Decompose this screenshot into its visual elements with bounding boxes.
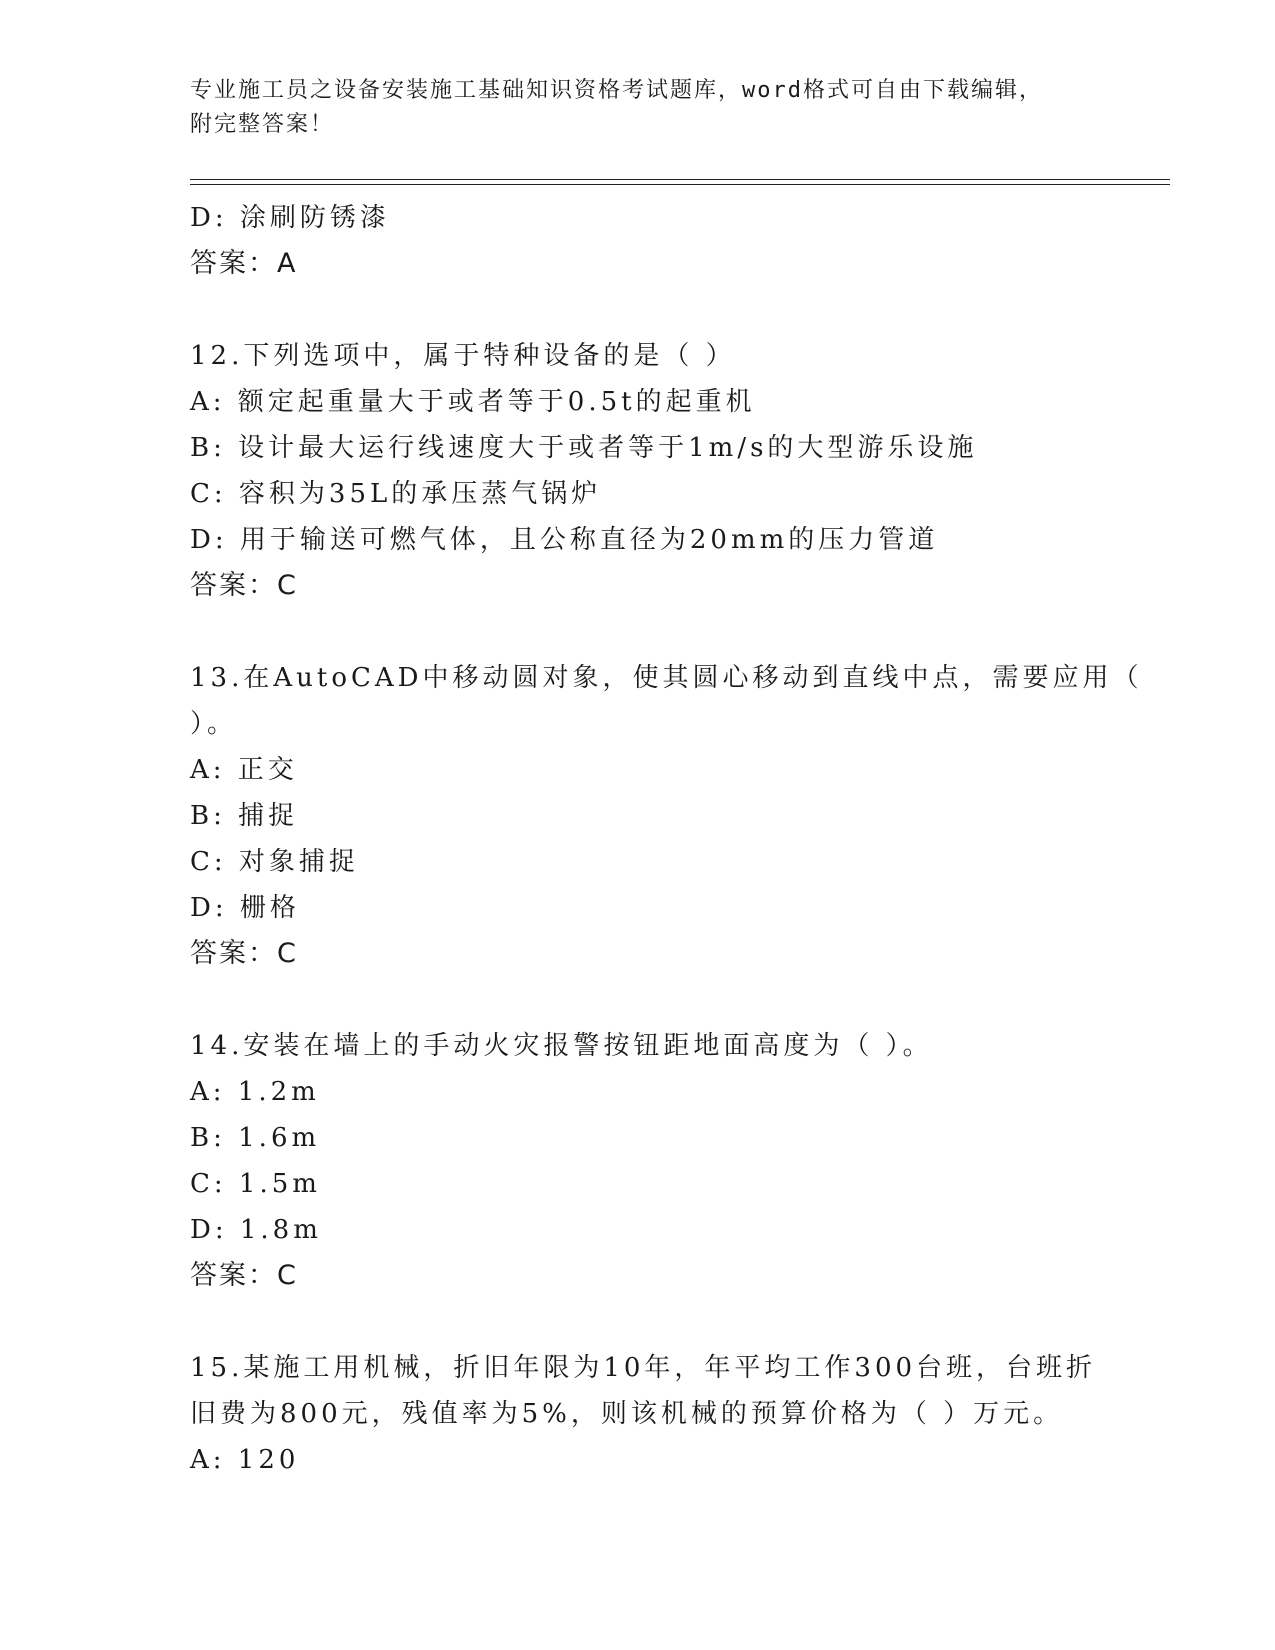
option-c: C: 对象捕捉 [190,847,359,877]
option-c: C: 1.5m [190,1169,321,1199]
question-list [190,195,1143,1483]
question-title: 14.安装在墙上的手动火灾报警按钮距地面高度为（ ）。 [190,1031,933,1061]
question-title-line-2: 旧费为800元，残值率为5%，则该机械的预算价格为（ ）万元。 [190,1399,1064,1429]
option-b: B: 设计最大运行线速度大于或者等于1m/s的大型游乐设施 [190,433,978,463]
header-line-2: 附完整答案！ [190,112,335,137]
header-divider-bottom [190,184,1170,185]
option-a: A: 120 [190,1445,300,1475]
option-b: B: 1.6m [190,1123,321,1153]
answer-line: 答案：C [190,938,298,969]
option-d: D: 涂刷防锈漆 [190,203,390,233]
document-header [190,74,1090,142]
answer-line: 答案：C [190,1260,298,1291]
answer-line: 答案：C [190,570,298,601]
question-title: 12.下列选项中，属于特种设备的是（ ） [190,341,736,371]
question-title-line-1: 13.在AutoCAD中移动圆对象，使其圆心移动到直线中点，需要应用（ [190,663,1143,693]
option-d: D: 1.8m [190,1215,322,1245]
header-divider-top [190,179,1170,180]
question-title-line-2: ）。 [190,709,238,739]
option-c: C: 容积为35L的承压蒸气锅炉 [190,479,602,509]
option-d: D: 用于输送可燃气体，且公称直径为20mm的压力管道 [190,525,939,555]
header-line-1: 专业施工员之设备安装施工基础知识资格考试题库，word格式可自由下载编辑， [190,78,1043,103]
option-b: B: 捕捉 [190,801,299,831]
question-title-line-1: 15.某施工用机械，折旧年限为10年，年平均工作300台班，台班折 [190,1353,1097,1383]
option-d: D: 栅格 [190,893,300,923]
option-a: A: 正交 [190,755,298,785]
option-a: A: 额定起重量大于或者等于0.5t的起重机 [190,387,756,417]
option-a: A: 1.2m [190,1077,320,1107]
answer-line: 答案：A [190,248,298,279]
